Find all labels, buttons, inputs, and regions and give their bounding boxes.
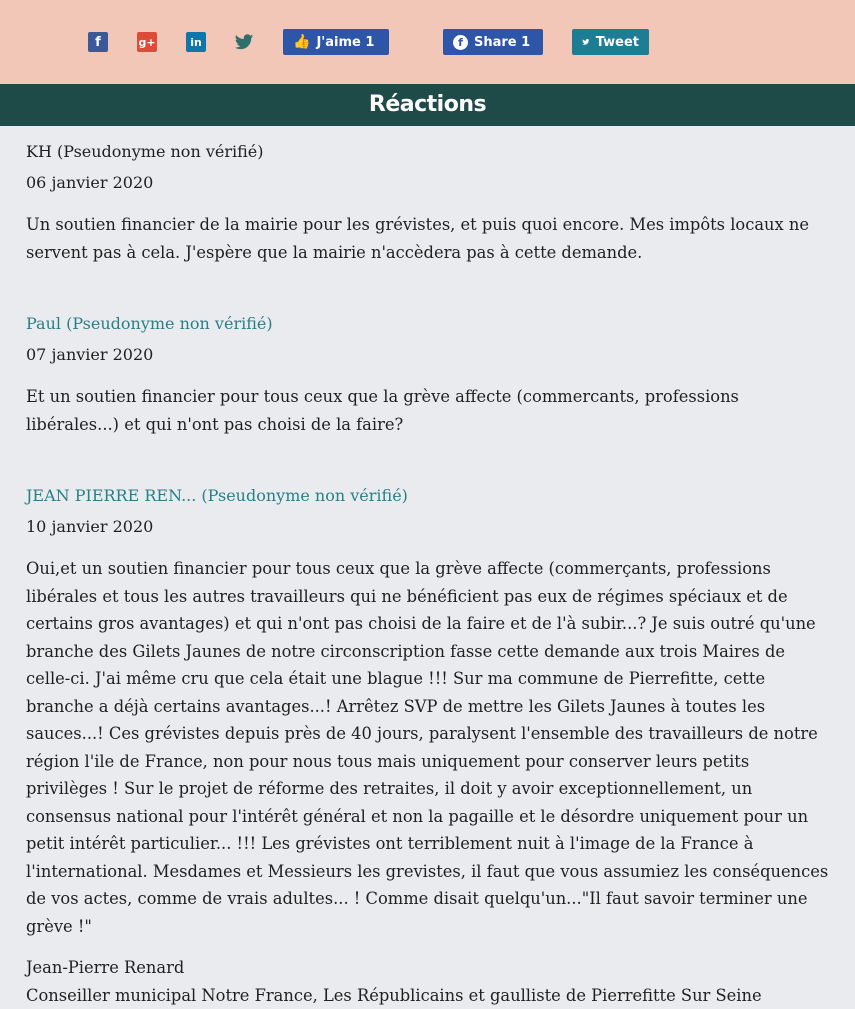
twitter-bird-icon	[233, 32, 255, 52]
comment-body: Un soutien financier de la mairie pour les grévistes, et puis quoi encore. Mes impôts locaux ne servent pas à cela. J'espère que la mairie n'accèdera pas à cette demande.	[26, 211, 831, 266]
comment-author: KH (Pseudonyme non vérifié)	[26, 142, 831, 162]
facebook-icon: f	[88, 32, 108, 52]
comment-author-link[interactable]: Paul (Pseudonyme non vérifié)	[26, 314, 831, 334]
tweet-label: Tweet	[596, 35, 639, 50]
facebook-share-count-button[interactable]	[443, 28, 543, 56]
reactions-title: Réactions	[0, 92, 855, 117]
comment-date: 10 janvier 2020	[26, 517, 831, 537]
facebook-like-button[interactable]	[283, 28, 389, 56]
facebook-share-button[interactable]	[88, 28, 108, 56]
linkedin-share-button[interactable]	[186, 28, 206, 56]
tweet-button[interactable]	[572, 28, 649, 56]
googleplus-icon: g+	[137, 32, 157, 52]
signature-name: Jean-Pierre Renard	[26, 954, 831, 982]
twitter-share-button[interactable]	[233, 28, 255, 56]
comments-list	[26, 142, 831, 1009]
comment-date: 06 janvier 2020	[26, 173, 831, 193]
share-bar	[0, 0, 855, 84]
signature-title: Conseiller municipal Notre France, Les Républicains et gaulliste de Pierrefitte Sur Seine	[26, 982, 831, 1009]
comment	[26, 314, 831, 438]
linkedin-icon: in	[186, 32, 206, 52]
twitter-icon	[582, 35, 590, 49]
comment	[26, 142, 831, 266]
comment-body: Oui,et un soutien financier pour tous ceux que la grève affecte (commerçants, professions libérales et tous les autres travailleurs qui ne bénéficient pas eux de régimes spéciaux et de certains gros avantages) et qui n'ont pas choisi de la faire et de l'à subir...? Je suis outré qu'une branche des Gilets Jaunes de notre circonscription fasse cette demande aux trois Maires de celle-ci. J'ai même cru que cela était une blague !!! Sur ma commune de Pierrefitte, cette branche a déjà certains avantages...! Arrêtez SVP de mettre les Gilets Jaunes à toutes les sauces...! Ces grévistes depuis près de 40 jours, paralysent l'ensemble des travailleurs de notre région l'ile de France, non pour nous tous mais uniquement pour conserver leurs petits privilèges ! Sur le projet de réforme des retraites, il doit y avoir exceptionnellement, un consensus national pour l'intérêt général et non la pagaille et le désordre uniquement pour un petit intérêt particulier... !!! Les grévistes ont terriblement nuit à l'image de la France à l'international. Mesdames et Messieurs les grevistes, il faut que vous assumiez les conséquences de vos actes, comme de vrais adultes... ! Comme disait quelqu'un..."Il faut savoir terminer une grève !"	[26, 555, 831, 940]
share-label: Share 1	[474, 35, 530, 50]
comment-author-link[interactable]: JEAN PIERRE REN... (Pseudonyme non vérifié)	[26, 486, 831, 506]
googleplus-share-button[interactable]	[137, 28, 157, 56]
thumbs-up-icon: 👍	[293, 34, 310, 50]
comment-body: Et un soutien financier pour tous ceux que la grève affecte (commercants, professions libérales...) et qui n'ont pas choisi de la faire?	[26, 383, 831, 438]
like-label: J'aime 1	[316, 35, 374, 50]
comment-date: 07 janvier 2020	[26, 345, 831, 365]
facebook-circle-icon: f	[453, 35, 468, 50]
comment	[26, 486, 831, 1009]
